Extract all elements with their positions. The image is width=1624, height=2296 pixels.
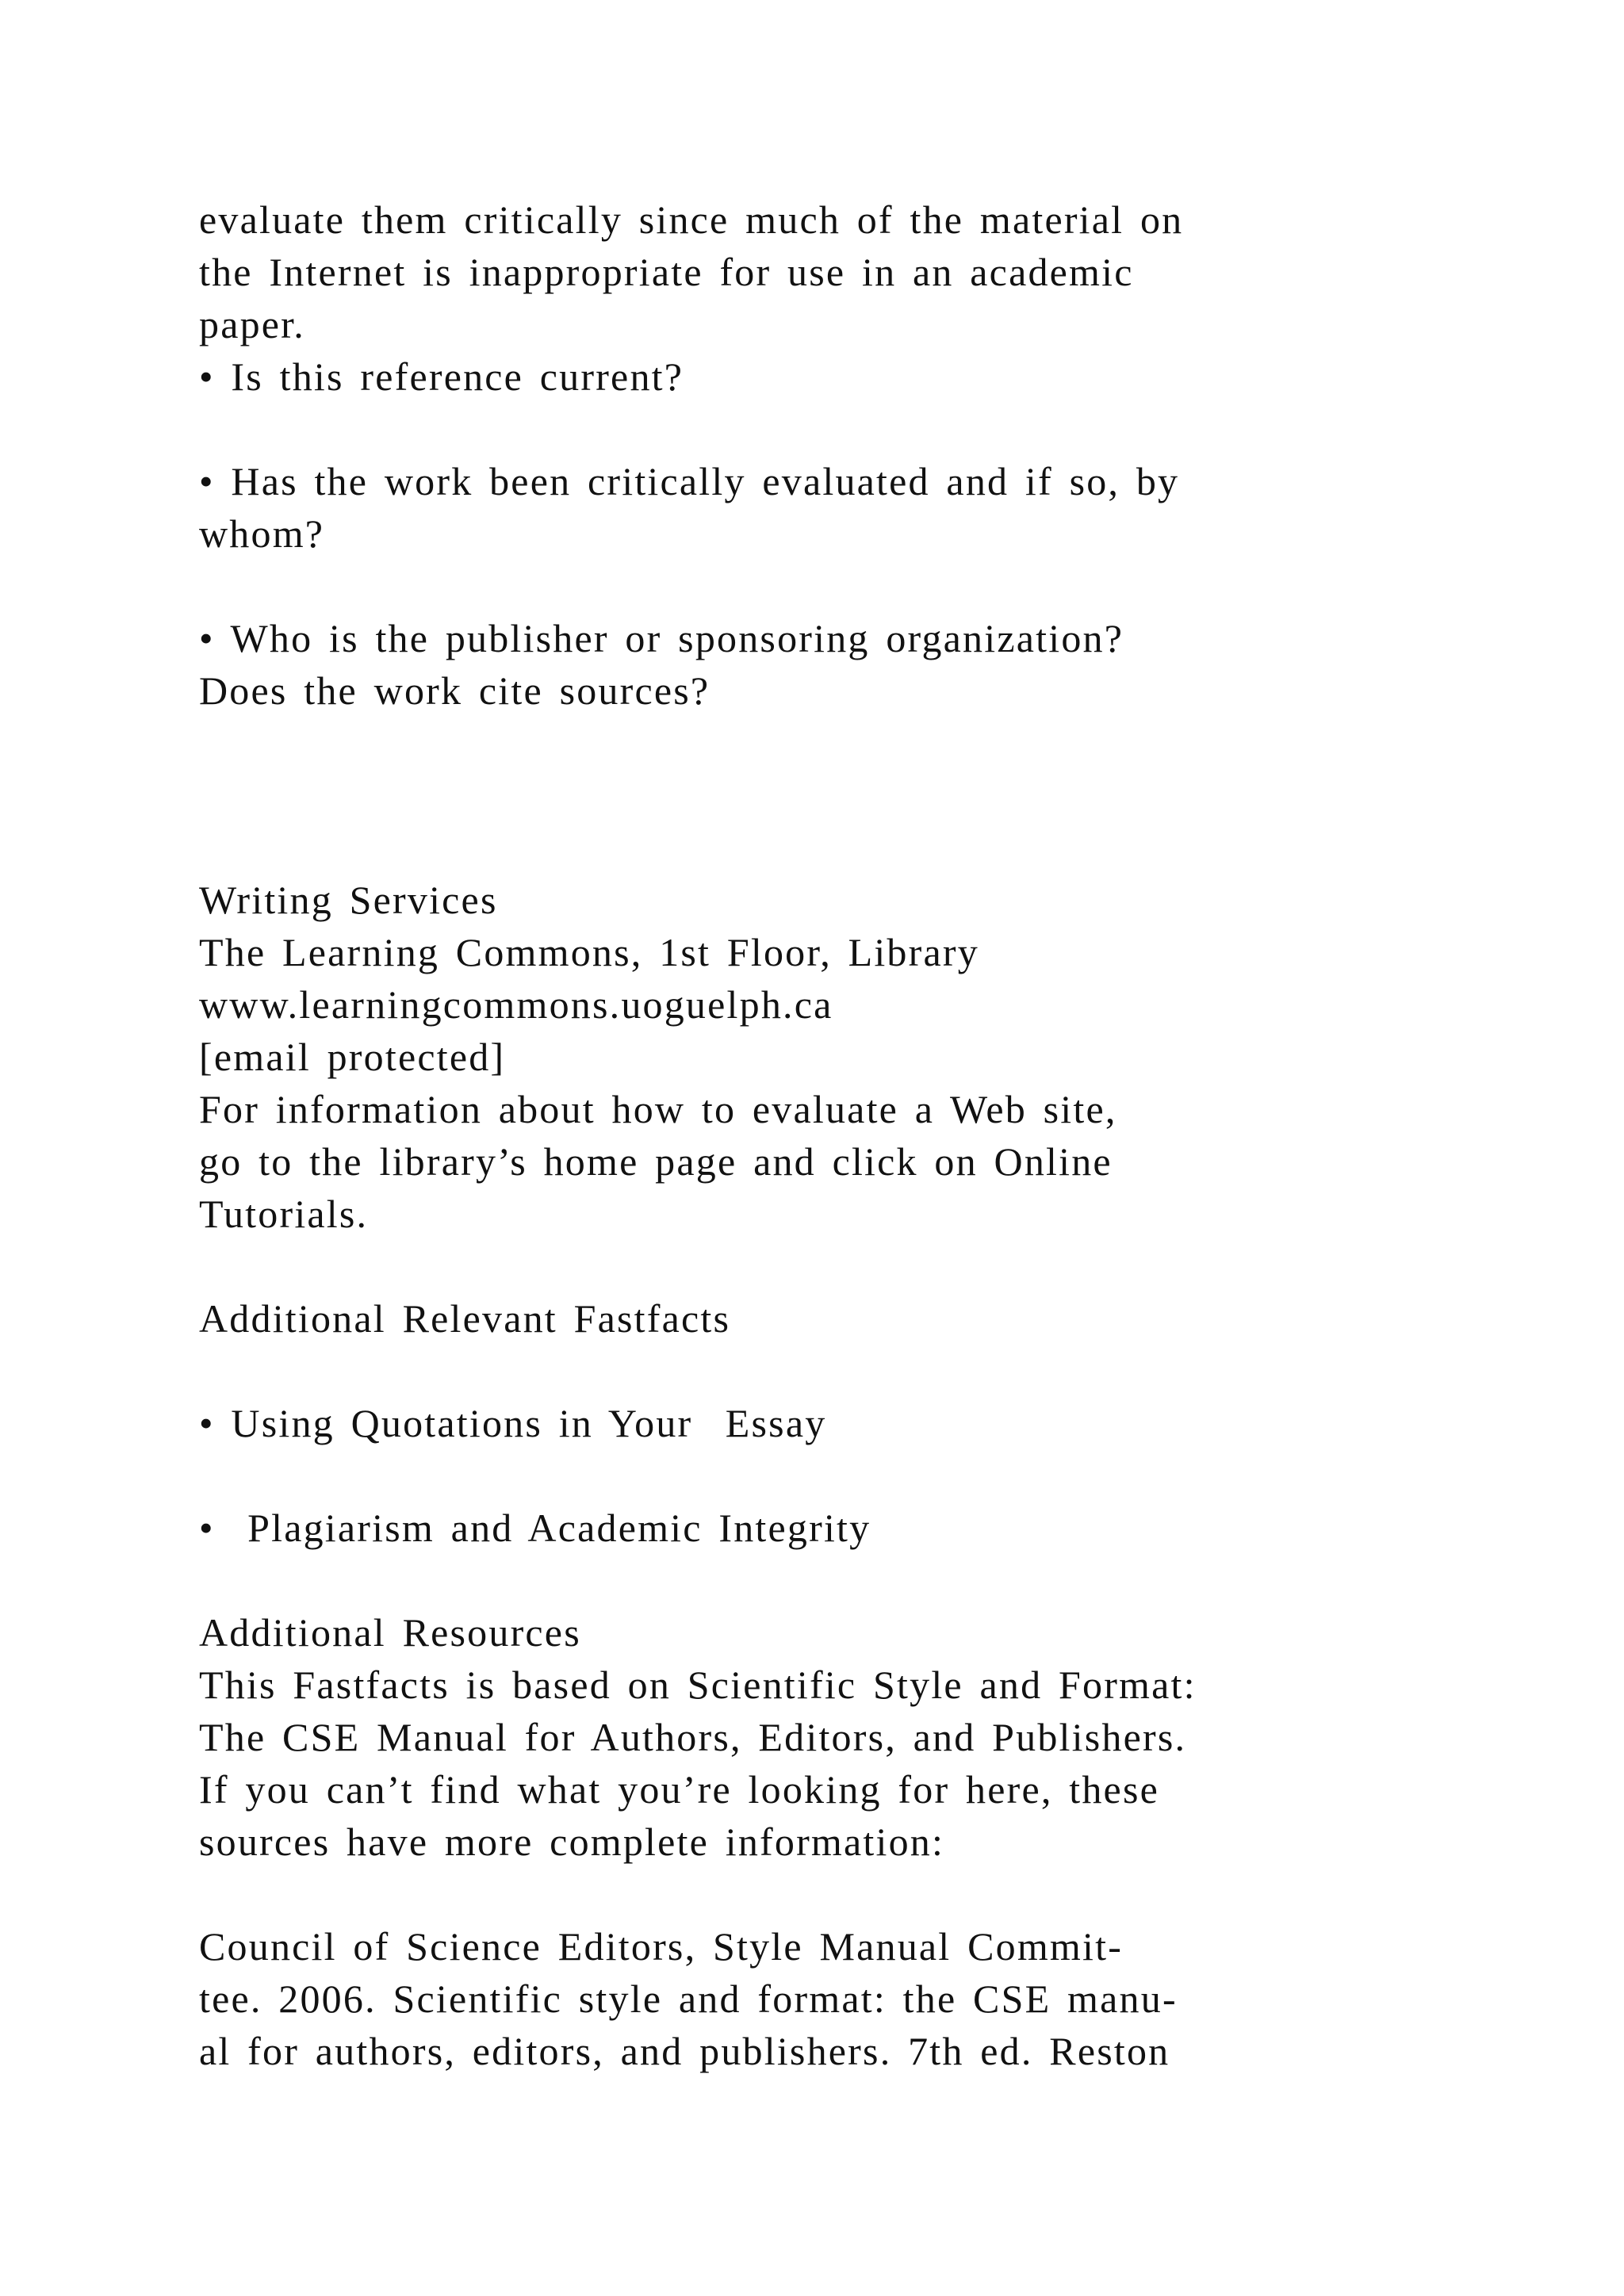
bullet-item: • Is this reference current? [199,354,684,399]
blank-line [199,560,1468,612]
text-line: whom? [199,511,325,556]
reference-line: al for authors, editors, and publishers. 7th ed. Reston [199,2029,1170,2073]
text-line: Tutorials. [199,1192,369,1236]
text-line: go to the library’s home page and click on Online [199,1139,1113,1184]
blank-line [199,403,1468,455]
text-line: If you can’t find what you’re looking for here, these [199,1767,1160,1812]
text-line: evaluate them critically since much of the material on [199,197,1184,242]
text-line: paper. [199,302,305,346]
blank-line [199,1449,1468,1502]
blank-line [199,1345,1468,1397]
text-line: the Internet is inappropriate for use in an academic [199,250,1134,294]
blank-line [199,1554,1468,1606]
bullet-item: • Who is the publisher or sponsoring organization? [199,616,1124,660]
text-line: The CSE Manual for Authors, Editors, and Publishers. [199,1715,1187,1759]
text-line: For information about how to evaluate a Web site, [199,1087,1117,1131]
section-heading: Writing Services [199,878,498,922]
bullet-item: • Has the work been critically evaluated and if so, by [199,459,1180,503]
text-line: This Fastfacts is based on Scientific Style and Format: [199,1663,1197,1707]
text-line: sources have more complete information: [199,1820,945,1864]
blank-line [199,717,1468,769]
section-heading: Additional Relevant Fastfacts [199,1296,731,1341]
bullet-item: • Using Quotations in Your Essay [199,1401,827,1445]
section-heading: Additional Resources [199,1610,581,1655]
reference-line: tee. 2006. Scientific style and format: the CSE manu- [199,1976,1178,2021]
document-page [199,193,1468,2077]
bullet-item: • Plagiarism and Academic Integrity [199,1506,871,1550]
blank-line [199,821,1468,874]
blank-line [199,1868,1468,1920]
website-link[interactable]: www.learningcommons.uoguelph.ca [199,982,833,1027]
reference-line: Council of Science Editors, Style Manual Commit- [199,1924,1124,1969]
text-line: Does the work cite sources? [199,668,710,713]
blank-line [199,769,1468,821]
text-line: The Learning Commons, 1st Floor, Library [199,930,979,974]
email-link[interactable]: [email protected] [199,1035,506,1079]
blank-line [199,1240,1468,1292]
